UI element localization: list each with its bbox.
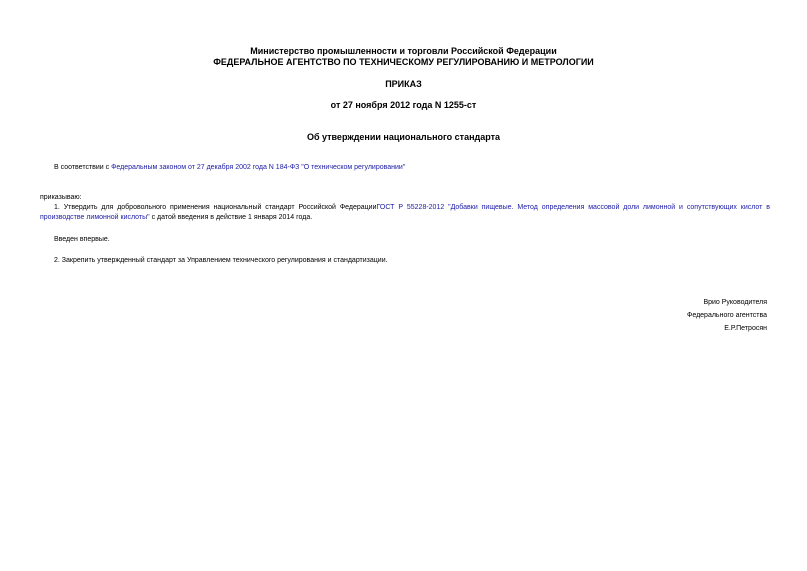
approve-prefix: 1. Утвердить для добровольного применения национальный стандарт Российской Федерации [54, 204, 377, 211]
order-date-number: от 27 ноября 2012 года N 1255-ст [330, 100, 477, 110]
legal-basis-prefix: В соответствии с [54, 164, 112, 171]
gost-standard-link[interactable]: ГОСТ Р 55228-2012 "Добавки пищевые. Метод определения массовой доли лимонной и сопутствующих кислот в производстве лимонной кислоты" [40, 204, 770, 221]
signatory-position: Врио Руководителя [703, 299, 767, 306]
agency-name: ФЕДЕРАЛЬНОЕ АГЕНТСТВО ПО ТЕХНИЧЕСКОМУ РЕГУЛИРОВАНИЮ И МЕТРОЛОГИИ [213, 57, 594, 67]
document-header [0, 46, 807, 68]
federal-law-link[interactable]: Федеральным законом от 27 декабря 2002 года N 184-ФЗ "О техническом регулировании" [111, 164, 406, 171]
signature-block [567, 296, 767, 335]
signatory-agency: Федерального агентства [687, 312, 767, 319]
approve-suffix: с датой введения в действие 1 января 2014 года. [149, 214, 313, 221]
ministry-name: Министерство промышленности и торговли Российской Федерации [250, 46, 557, 56]
paragraph-order-word: приказываю: [40, 194, 82, 201]
paragraph-first-introduced: Введен впервые. [54, 236, 110, 243]
order-title: ПРИКАЗ [385, 79, 422, 89]
signatory-name: Е.Р.Петросян [724, 325, 767, 332]
paragraph-legal-basis [54, 163, 774, 173]
order-subject: Об утверждении национального стандарта [306, 132, 501, 142]
paragraph-approve-standard [40, 203, 770, 223]
paragraph-assign-standard: 2. Закрепить утвержденный стандарт за Управлением технического регулирования и стандартизации. [54, 257, 388, 264]
